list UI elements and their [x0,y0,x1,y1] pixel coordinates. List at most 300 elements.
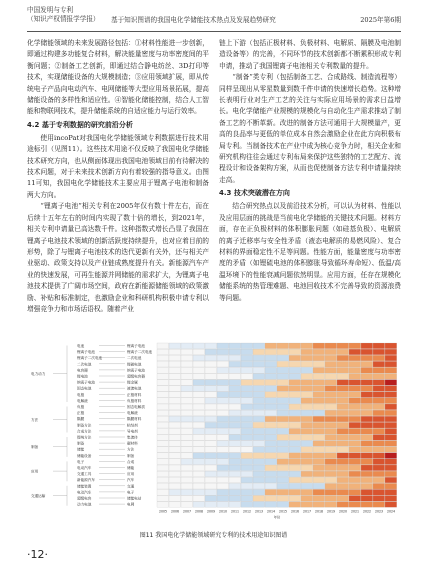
heatmap-cell [229,374,241,380]
heatmap-cell [325,453,337,459]
heatmap-cell [229,435,241,441]
heatmap-cell [301,410,313,416]
tree-mid-label: 电极 [77,392,85,397]
heatmap-cell [301,483,313,489]
heatmap-cell [361,416,373,422]
heatmap-cell [265,349,277,355]
year-axis [159,510,395,520]
heatmap-cell [181,410,193,416]
heatmap-cell [385,447,397,453]
heatmap-cell [265,367,277,373]
year-tick-label: 2011 [230,509,240,514]
heatmap-cell [301,355,313,361]
tree-root-label: 应用 [31,469,39,474]
journal-title-cn: 中国发明与专利 [27,6,74,14]
heatmap-cell [253,355,265,361]
heatmap-cell [181,349,193,355]
heatmap-cell [193,489,205,495]
heatmap-cell [313,483,325,489]
heatmap-cell [337,483,349,489]
tree-mid-label: 电解液 [77,398,88,403]
heatmap-cell [205,355,217,361]
heatmap-cell [253,465,265,471]
usage-tree [31,343,153,507]
heatmap-cell [229,441,241,447]
heatmap-cell [361,349,373,355]
heatmap-cell [241,416,253,422]
heatmap-cell [217,380,229,386]
heatmap-cell [385,428,397,434]
heatmap-cell [241,410,253,416]
heatmap-cell [217,374,229,380]
tree-mid-label: 锂离子电池 [77,350,95,355]
heatmap-cell [313,441,325,447]
heatmap-cell [229,489,241,495]
heatmap-cell [373,392,385,398]
tree-leaf-label: 碳材料 [127,441,138,446]
heatmap-cell [313,453,325,459]
tree-leaf-label: 电解液 [127,411,138,416]
heatmap-cell [349,483,361,489]
heatmap-cell [277,483,289,489]
heatmap-cell [205,380,217,386]
heatmap-cell [253,435,265,441]
heatmap-cell [229,496,241,502]
heatmap-cell [289,392,301,398]
heatmap-cell [373,483,385,489]
heatmap-cell [289,483,301,489]
heatmap-cell [205,349,217,355]
heatmap-cell [265,343,277,349]
heatmap-cell [253,483,265,489]
heatmap-cell [325,349,337,355]
heatmap-cell [181,447,193,453]
heatmap-cell [205,447,217,453]
heatmap-cell [373,343,385,349]
heatmap-cell [253,496,265,502]
heatmap-cell [157,349,169,355]
heatmap-cell [193,465,205,471]
heatmap-cell [385,398,397,404]
heatmap-cell [277,416,289,422]
heatmap-cell [385,386,397,392]
heatmap-cell [301,435,313,441]
heatmap-cell [193,416,205,422]
heatmap-cell [253,459,265,465]
year-tick-label: 2014 [266,509,276,514]
heatmap-cell [373,465,385,471]
heatmap-cell [193,483,205,489]
heatmap-cell [241,483,253,489]
heatmap-cell [313,380,325,386]
heatmap-cell [349,441,361,447]
heatmap-cell [385,502,397,508]
heatmap-cell [241,502,253,508]
heatmap-cell [337,404,349,410]
heatmap-cell [253,361,265,367]
year-tick-label: 2012 [242,509,252,514]
heatmap-cell [373,428,385,434]
heatmap-cell [157,483,169,489]
year-tick-label: 2008 [194,509,204,514]
heatmap-cell [169,453,181,459]
heatmap-cell [181,502,193,508]
tree-mid-label: 隔膜 [77,417,85,422]
heatmap-cell [361,447,373,453]
heatmap-cell [301,398,313,404]
heatmap-cell [205,392,217,398]
heatmap-cell [181,392,193,398]
heatmap-cell [277,489,289,495]
year-tick-label: 2024 [386,509,396,514]
heatmap-cell [157,361,169,367]
heatmap-cell [181,386,193,392]
tree-mid-label: 固态电池 [77,386,92,391]
heatmap-cell [289,343,301,349]
heatmap-cell [205,428,217,434]
heatmap-cell [301,465,313,471]
heatmap-cell [361,404,373,410]
heatmap-cell [277,459,289,465]
heatmap-cell [169,459,181,465]
heatmap-cell [217,496,229,502]
heatmap-cell [265,465,277,471]
heatmap-cell [373,489,385,495]
tree-mid-label: 钠离子电池 [77,380,95,385]
left-column [27,38,209,315]
tree-leaf-label: 方法 [127,447,135,452]
heatmap-cell [253,392,265,398]
tree-leaf-label: 交通 [127,484,135,489]
heatmap-cell [193,367,205,373]
tree-mid-label: 合成方法 [77,429,92,434]
heatmap-cell [217,428,229,434]
heatmap-cell [337,416,349,422]
issue-label: 2025年第6期 [360,16,401,24]
heatmap-cell [373,374,385,380]
heatmap-cell [313,374,325,380]
heatmap-cell [349,380,361,386]
heatmap-cell [385,367,397,373]
heatmap-cell [301,453,313,459]
heatmap-cell [169,496,181,502]
year-tick-label: 2018 [314,509,324,514]
heatmap-cell [325,422,337,428]
heatmap-cell [349,447,361,453]
heatmap-cell [169,489,181,495]
heatmap-cell [241,404,253,410]
heatmap-cell [277,374,289,380]
heatmap-cell [385,349,397,355]
heatmap-cell [325,465,337,471]
heatmap-cell [301,367,313,373]
heatmap-cell [217,367,229,373]
heatmap-cell [337,410,349,416]
heatmap-cell [373,441,385,447]
heatmap-cell [217,386,229,392]
heatmap-cell [181,422,193,428]
heatmap-cell [265,459,277,465]
heatmap-cell [193,428,205,434]
heatmap-cell [325,502,337,508]
heatmap-cell [265,398,277,404]
heatmap-cell [325,428,337,434]
heatmap-cell [361,471,373,477]
heatmap-cell [241,422,253,428]
heatmap-cell [277,435,289,441]
heatmap-cell [229,502,241,508]
heatmap-cell [349,459,361,465]
heatmap-cell [301,428,313,434]
heatmap-cell [265,416,277,422]
heatmap-cell [193,496,205,502]
year-tick-label: 2020 [338,509,348,514]
heatmap-cell [373,355,385,361]
heatmap-cell [205,483,217,489]
heatmap-cell [277,410,289,416]
year-tick-label: 2005 [158,509,168,514]
heatmap-cell [157,428,169,434]
heatmap-cell [337,386,349,392]
tree-leaf-label: 储能电站 [127,496,142,501]
heatmap-cell [205,361,217,367]
heatmap-cell [193,386,205,392]
heatmap-cell [289,465,301,471]
heatmap-cell [373,404,385,410]
tree-leaf-label: 二次电池 [127,356,142,361]
right-paragraph-2: “制备”类专利（包括制备工艺、合成路线、制造流程等）同样呈现出从零星数量到数千件申请的快速增长趋势。这种增长表明行业对生产工艺的关注与实际应用场景的需求日益增长。电化学储能产业规模的规模化与自动化生产需求推动了制备工艺的不断革新。改进的制备方法可通用于大规模量产，更高的良品率与更低的单位成本自然会激励企业在此方向积极布局专利。当制备技术在产业中成为核心竞争力时，相关企业和研究机构往往会通过专利布局来保护这些独特的工艺配方、流程设计和设备架构方案，从而也促使制备方法专利申请量持续走高。 [219,73,401,184]
heatmap-cell [169,447,181,453]
tree-mid-label: 电池 [77,344,85,348]
heatmap-cell [385,404,397,410]
heatmap-cell [277,404,289,410]
heatmap-cell [337,374,349,380]
heatmap-cell [193,435,205,441]
heatmap-cell [253,453,265,459]
heatmap-cell [193,361,205,367]
heatmap-cell [217,435,229,441]
heatmap-cell [361,398,373,404]
right-paragraph-3: 结合研究热点以及前沿技术分析，可以认为材料、性能以及应用层面的挑战是当前电化学储能的关键技术问题。材料方面，存在正负极材料的体积膨胀问题（如硅基负极）、电解质的离子迁移率与安全性矛盾（液态电解质的易燃风险）、复合材料的界面稳定性不足等问题。性能方面，能量密度与功率密度的矛盾（如锂硫电池的体积膨胀导致循环寿命短）、低温/高温环境下的性能衰减问题依然明显。应用方面，任存在规模化储能系统的热管理难题、电池回收技术不完善导致的资源浪费等问题。 [219,202,401,302]
heatmap-cell [385,477,397,483]
heatmap-cell [337,435,349,441]
heatmap-cell [157,496,169,502]
heatmap-cell [241,477,253,483]
heatmap-cell [205,416,217,422]
heatmap-cell [313,489,325,495]
heatmap-cell [157,465,169,471]
heatmap-cell [181,428,193,434]
heatmap-cell [265,374,277,380]
heatmap-cell [241,459,253,465]
heatmap-cell [205,435,217,441]
heatmap-cell [241,441,253,447]
heatmap-cell [349,489,361,495]
heatmap-cell [241,471,253,477]
year-tick-label: 2016 [290,509,300,514]
heatmap-cell [349,355,361,361]
heatmap-cell [217,392,229,398]
heatmap-cell [361,465,373,471]
tree-leaf-label: 锂金属 [127,380,138,385]
heatmap-cell [325,435,337,441]
heatmap-cell [385,374,397,380]
heatmap-cell [361,374,373,380]
heatmap-cell [241,465,253,471]
heatmap-cell [169,386,181,392]
heatmap-cell [325,489,337,495]
heatmap-cell [217,447,229,453]
heatmap-cell [229,398,241,404]
heatmap-cell [313,398,325,404]
tree-mid-label: 正极 [77,411,85,416]
tree-mid-label: 制备方法 [77,423,92,428]
heatmap-cell [229,355,241,361]
heatmap-cell [289,374,301,380]
heatmap-cell [169,483,181,489]
heatmap-cell [157,410,169,416]
heatmap-cell [349,422,361,428]
figure-caption: 图11 我国电化学储能领域研究专利的技术用途知识图谱 [139,532,288,539]
heatmap-cell [181,483,193,489]
heatmap-cell [349,404,361,410]
heatmap-cell [217,483,229,489]
tree-leaf-label: 液流电池 [127,386,142,391]
heatmap-cell [301,380,313,386]
heatmap-cell [265,428,277,434]
heatmap-cell [193,453,205,459]
heatmap-cell [205,374,217,380]
heatmap-cell [313,404,325,410]
tree-leaf-label: 电子 [127,490,135,495]
heatmap-cell [361,392,373,398]
heatmap-cell [217,404,229,410]
heatmap-cell [241,386,253,392]
heatmap-cell [301,502,313,508]
heatmap-cell [313,392,325,398]
heatmap-cell [373,398,385,404]
heatmap-cell [229,410,241,416]
heatmap-cell [217,422,229,428]
tree-leaf-label: 负极材料 [127,398,142,403]
heatmap-cell [253,374,265,380]
heatmap-cell [313,465,325,471]
heatmap-cell [181,361,193,367]
heatmap-cell [169,465,181,471]
heatmap-cell [277,441,289,447]
tree-mid-label: 电容器 [77,368,88,373]
tree-root-label: 制备 [31,445,39,450]
heatmap-cell [193,477,205,483]
heatmap-cell [289,416,301,422]
heatmap-cell [241,447,253,453]
heatmap-cell [277,392,289,398]
left-paragraph-2: 使用incoPat对我国电化学储能领域专利数据进行技术用途标引（见图11）。这些技术用途不仅反映了我国电化学储能技术研究方向，也从侧面体现出我国电池领域目前有待解决的技术问题，对于未来技术创新方向有着较强的指导意义。由图11可知，我国电化学储能技术主要应用于锂离子电池和制备两大方向。 [27,133,209,199]
heatmap-cell [373,471,385,477]
tree-mid-label: 新能源汽车 [77,478,95,483]
heatmap-cell [157,380,169,386]
heatmap-cell [337,367,349,373]
heatmap-cell [325,416,337,422]
heatmap-cell [373,502,385,508]
heatmap-cell [349,343,361,349]
heatmap-cell [181,453,193,459]
heatmap-cell [181,477,193,483]
heatmap-cell [193,374,205,380]
tree-mid-label: 电动汽车 [77,466,92,470]
heatmap-cell [169,380,181,386]
heatmap-cell [313,386,325,392]
heatmap-cell [325,374,337,380]
heatmap-cell [157,502,169,508]
heatmap-cell [157,367,169,373]
heatmap-cell [253,386,265,392]
heatmap-cell [169,361,181,367]
tree-mid-label: 储能装置 [77,484,92,489]
heatmap-cell [325,380,337,386]
heatmap-cell [277,367,289,373]
tree-mid-label: 锂离子二次电池 [77,356,103,361]
tree-mid-label: 制备 [77,441,85,446]
heatmap-cell [385,465,397,471]
heatmap-cell [205,459,217,465]
heatmap-cell [157,355,169,361]
heatmap-cell [337,343,349,349]
tree-root-label: 方法 [31,417,39,422]
heatmap-cell [229,465,241,471]
heatmap-cell [313,428,325,434]
heatmap-cell [181,367,193,373]
heatmap-cell [337,428,349,434]
heatmap-cell [169,367,181,373]
heatmap-cell [373,349,385,355]
year-tick-label: 2022 [362,509,372,514]
tree-mid-label: 二次电池 [77,362,92,367]
heatmap-cell [373,422,385,428]
heatmap-cell [361,343,373,349]
heatmap-cell [229,367,241,373]
heatmap-cell [205,410,217,416]
heatmap-cell [157,477,169,483]
section-heading-4-3: 4.3 技术突破潜在方向 [219,189,290,198]
year-tick-label: 2019 [326,509,336,514]
heatmap-cell [301,374,313,380]
heatmap-cell [289,447,301,453]
heatmap-cell [253,502,265,508]
heatmap-cell [289,361,301,367]
tree-leaf-label: 导电剂 [127,429,138,434]
heatmap-cell [241,361,253,367]
heatmap-cell [205,465,217,471]
heatmap-cell [349,471,361,477]
heatmap-cell [217,416,229,422]
heatmap-cell [181,489,193,495]
tree-root-label: 电力动力 [31,372,46,376]
heatmap-cell [313,422,325,428]
journal-subtitle: （知识产权情报学学报） [27,15,100,23]
heatmap-cell [253,398,265,404]
heatmap-cell [205,477,217,483]
heatmap-cell [241,392,253,398]
heatmap-cell [277,422,289,428]
heatmap-cell [217,410,229,416]
heatmap-cell [373,380,385,386]
heatmap-cell [277,386,289,392]
heatmap-cell [385,416,397,422]
heatmap-cell [349,410,361,416]
heatmap-cell [229,428,241,434]
tree-leaf-label: 锂离子二次电池 [127,350,153,355]
